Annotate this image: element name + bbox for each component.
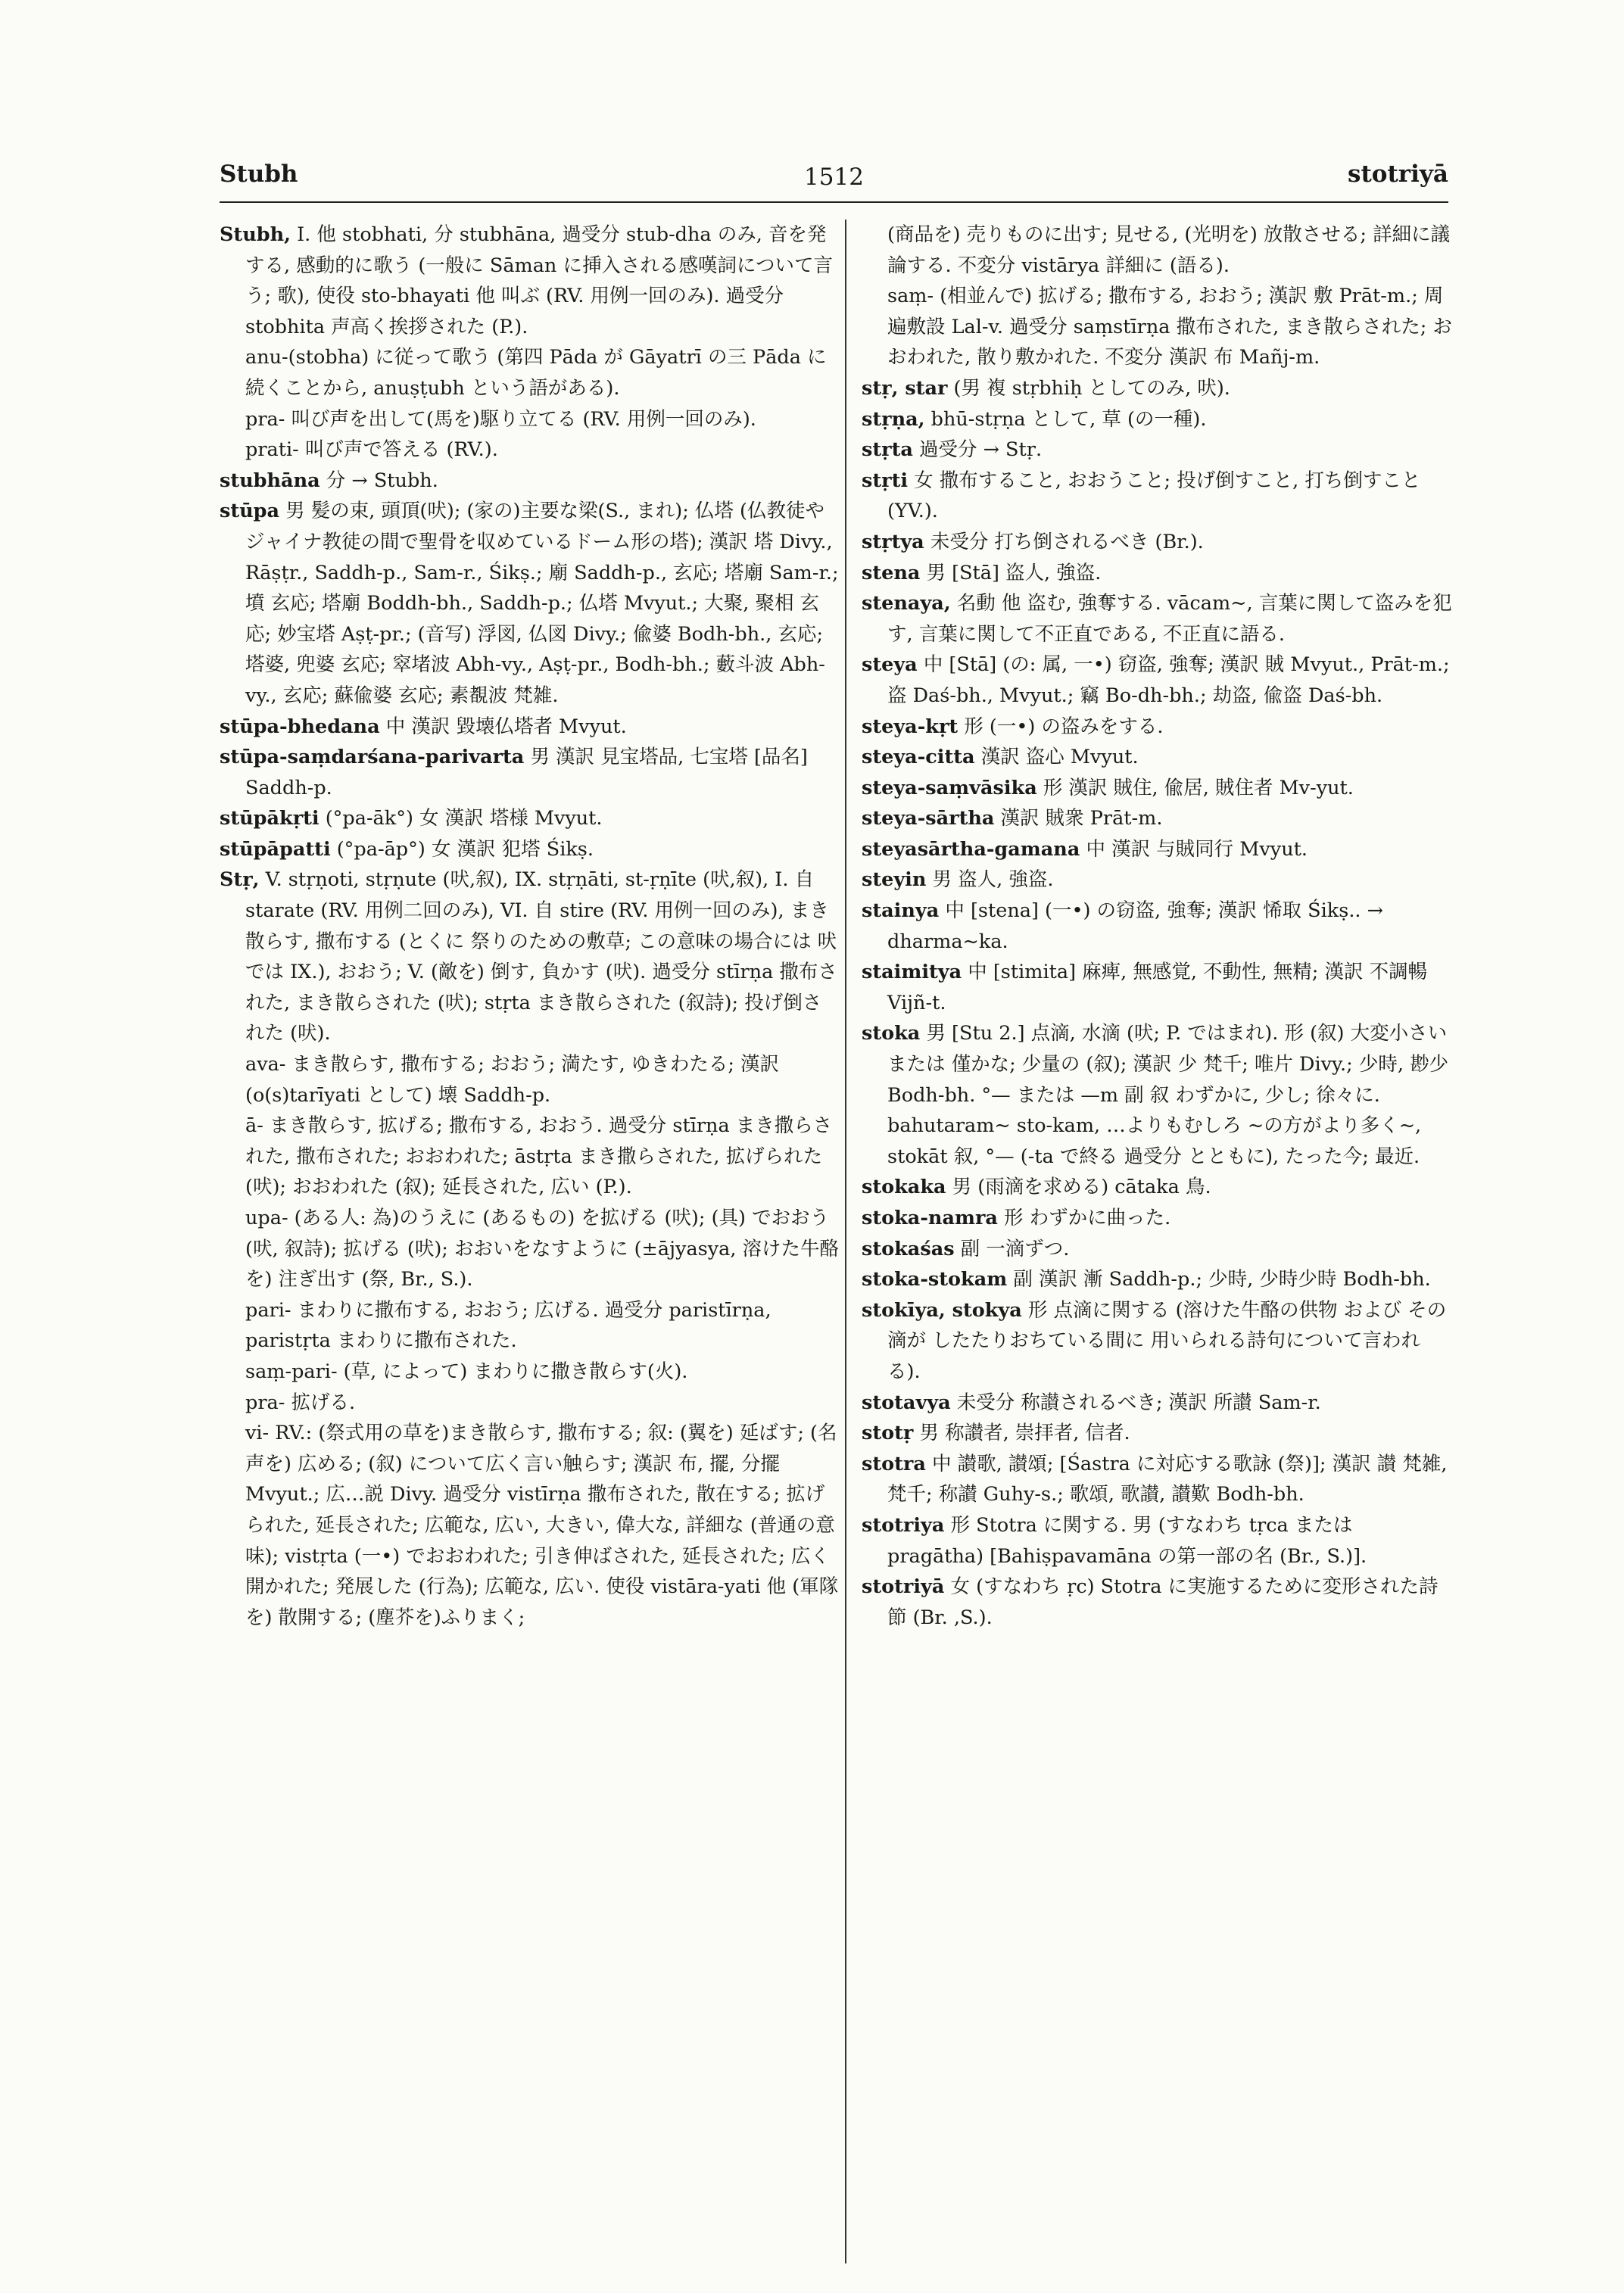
entry-headword: Stṛ, [220,868,260,892]
dictionary-entry [862,1572,1452,1633]
entry-headword: stūpa-bhedana [220,715,380,738]
entry-definition: (°pa-āk°) 女 漢訳 塔様 Mvyut. [325,807,603,830]
dictionary-entry [862,373,1452,404]
dictionary-entry [220,712,840,743]
entry-definition: 分 → Stubh. [326,469,438,492]
entry-definition: 男 漢訳 見宝塔品, 七宝塔 [品名] Saddh-p. [245,746,808,799]
dictionary-subentry [220,342,840,403]
entry-definition: 女 (すなわち ṛc) Stotra に実施するために変形された詩節 (Br. ,S.). [887,1575,1439,1629]
entry-definition: upa- (ある人: 為)のうえに (あるもの) を拡げる (吠); (具) でおおう (吠, 叙詩); 拡げる (吠); おおいをなすように (±ājyasya, 溶けた牛酪を) 注ぎ出す (祭, Br., S.). [245,1207,840,1291]
entry-definition: 男 [Stā] 盗人, 強盗. [926,561,1102,584]
entry-headword: stoka [862,1022,921,1045]
entry-headword: stotriya [862,1513,945,1537]
dictionary-entry [862,1449,1452,1510]
entry-definition: prati- 叫び声で答える (RV.). [245,438,498,462]
entry-definition: pari- まわりに撒布する, おおう; 広げる. 過受分 paristīrṇa, paristṛta まわりに撒布された. [245,1298,771,1353]
entry-definition: 中 [stimita] 麻痺, 無感覚, 不動性, 無精; 漢訳 不調暢 Vijñ-t. [887,961,1428,1014]
entry-headword: stainya [862,899,940,923]
dictionary-entry [862,712,1452,743]
entry-definition: 男 [Stu 2.] 点滴, 水滴 (吠; P. ではまれ). 形 (叙) 大変小さい または 僅かな; 少量の (叙); 漢訳 少 梵千; 唯片 Divy.; 少時, 尠少 Bodh-bh. °— または —m 副 叙 わずかに, 少し; 徐々に. bahutaram~ sto-kam, …よりもむしろ ~の方がより多く~, stokāt 叙, °— (-ta で終る 過受分 とともに), たった今; 最近. [887,1022,1449,1168]
entry-headword: stena [862,561,921,584]
entry-definition: (商品を) 売りものに出す; 見せる, (光明を) 放散させる; 詳細に議論する. 不変分 vistārya 詳細に (語る). [887,223,1451,277]
dictionary-entry [862,1510,1452,1572]
entry-headword: stotriyā [862,1575,945,1599]
entry-definition: (男 複 stṛbhiḥ としてのみ, 吠). [953,376,1230,400]
entry-headword: staimitya [862,961,962,984]
entry-headword: stṛṇa, [862,407,925,431]
entry-definition: 漢訳 賊衆 Prāt-m. [1000,807,1163,830]
entry-headword: steya-kṛt [862,715,959,738]
dictionary-entry [862,865,1452,896]
dictionary-entry [862,834,1452,865]
entry-headword: stṛti [862,469,909,492]
entry-headword: stubhāna [220,469,320,492]
entry-definition: 副 漢訳 漸 Saddh-p.; 少時, 少時少時 Bodh-bh. [1013,1268,1431,1291]
entry-headword: stṛta [862,438,913,462]
entry-definition: anu-(stobha) に従って歌う (第四 Pāda が Gāyatrī の三 Pāda に続くことから, anuṣṭubh という語がある). [245,346,827,400]
header-rule [220,201,1448,203]
entry-headword: stokaka [862,1176,946,1199]
entry-headword: stotra [862,1452,926,1475]
entry-headword: steyin [862,868,927,892]
dictionary-entry [862,1234,1452,1265]
entry-definition: V. stṛṇoti, stṛṇute (吠,叙), IX. stṛṇāti, st-ṛṇīte (吠,叙), I. 自 starate (RV. 用例二回のみ), VI. 自 stire (RV. 用例一回のみ), まき散らす, 撒布する (とくに 祭りのための敷草; この意味の場合には 吠 では IX.), おおう; V. (敵を) 倒す, 負かす (吠). 過受分 stīrṇa 撒布された, まき散らされた (吠); stṛta まき散らされた (叙詩); 投げ倒された (吠). [245,868,837,1045]
entry-definition: 形 (一•) の盗みをする. [964,715,1164,738]
dictionary-entry [220,496,840,711]
dictionary-subentry [220,1295,840,1357]
entry-definition: 漢訳 盗心 Mvyut. [980,746,1139,769]
dictionary-subentry [220,1111,840,1203]
dictionary-subentry [220,1049,840,1111]
dictionary-entry [220,220,840,342]
dictionary-entry [862,896,1452,957]
entry-headword: steya [862,653,918,677]
entry-headword: steyasārtha-gamana [862,837,1080,861]
entry-definition: saṃ-pari- (草, によって) まわりに撒き散らす(火). [245,1360,688,1383]
entry-definition: 中 [Stā] (の: 属, 一•) 窃盗, 強奪; 漢訳 賊 Mvyut., Prāt-m.; 盗 Daś-bh., Mvyut.; 竊 Bo-dh-bh.; 劫盗, 偸盗 Daś-bh. [887,653,1450,707]
entry-headword: stṛtya [862,530,924,553]
entry-headword: stūpākṛti [220,807,320,830]
dictionary-subentry [220,435,840,466]
entry-headword: stokīya, stokya [862,1298,1022,1322]
dictionary-entry [862,1018,1452,1172]
entry-headword: Stubh, [220,223,291,246]
dictionary-subentry [220,404,840,435]
dictionary-entry [862,588,1452,650]
dictionary-subentry [220,1357,840,1388]
dictionary-entry [862,1388,1452,1419]
entry-definition: 過受分 → Stṛ. [918,438,1043,462]
entry-definition: pra- 叫び声を出して(馬を)駆り立てる (RV. 用例一回のみ). [245,407,756,431]
entry-headword: stūpāpatti [220,837,331,861]
dictionary-entry [862,650,1452,711]
dictionary-entry [862,1295,1452,1388]
dictionary-entry [862,803,1452,834]
entry-definition: 中 漢訳 与賊同行 Mvyut. [1086,837,1308,861]
entry-headword: stokaśas [862,1237,955,1260]
entry-definition: saṃ- (相並んで) 拡げる; 撒布する, おおう; 漢訳 敷 Prāt-m.; 周遍敷設 Lal-v. 過受分 saṃstīrṇa 撒布された, まき散らされた; おおわれた, 散り敷かれた. 不変分 漢訳 布 Mañj-m. [887,285,1453,369]
entry-definition: 未受分 打ち倒されるべき (Br.). [930,530,1204,553]
dictionary-entry [862,1203,1452,1234]
header-right-guide-word: stotriyā [1348,160,1448,188]
dictionary-subentry [862,220,1452,281]
entry-definition: vi- RV.: (祭式用の草を)まき散らす, 撒布する; 叙: (翼を) 延ばす; (名声を) 広める; (叙) について広く言い触らす; 漢訳 布, 擺, 分擺 Mvyut.; 広…説 Divy. 過受分 vistīrṇa 撒布された, 散在する; 拡げられた, 延長された; 広範な, 広い, 大きい, 偉大な, 詳細な (普通の意味); vistṛta (一•) でおおわれた; 引き伸ばされた, 延長された; 広く開かれた; 発展した (行為); 広範な, 広い. 使役 vistāra-yati 他 (軍隊を) 散開する; (塵芥を)ふりまく; [245,1422,839,1629]
entry-definition: ā- まき散らす, 拡げる; 撒布する, おおう. 過受分 stīrṇa まき撒らされた, 撒布された; おおわれた; āstṛta まき撒らされた, 拡げられた (吠); おおわれた (叙); 延長された, 広い (P.). [245,1114,833,1199]
dictionary-subentry [220,1203,840,1295]
entry-headword: steya-saṃvāsika [862,776,1037,799]
entry-headword: stūpa [220,500,280,523]
entry-definition: 名動 他 盗む, 強奪する. vācam~, 言葉に関して盗みを犯す, 言葉に関して不正直である, 不正直に語る. [887,592,1452,646]
entry-definition: ava- まき散らす, 撒布する; おおう; 満たす, ゆきわたる; 漢訳 (o(s)tarīyati として) 壊 Saddh-p. [245,1053,780,1107]
dictionary-subentry [220,1418,840,1633]
left-column [220,220,840,1633]
dictionary-subentry [862,281,1452,373]
dictionary-entry [862,466,1452,527]
entry-definition: I. 他 stobhati, 分 stubhāna, 過受分 stub-dha のみ, 音を発する, 感動的に歌う (一般に Sāman に挿入される感嘆詞について言う; 歌), 使役 sto-bhayati 他 叫ぶ (RV. 用例一回のみ). 過受分 stobhita 声高く挨拶された (P.). [245,223,833,338]
dictionary-entry [862,1172,1452,1203]
entry-headword: steya-citta [862,746,975,769]
dictionary-entry [862,1264,1452,1295]
entry-headword: stoka-namra [862,1207,998,1229]
dictionary-entry [862,404,1452,435]
entry-definition: 男 (雨滴を求める) cātaka 鳥. [952,1176,1211,1199]
entry-definition: 中 漢訳 毀壊仏塔者 Mvyut. [385,715,627,738]
entry-definition: 未受分 称讃されるべき; 漢訳 所讃 Sam-r. [956,1391,1321,1414]
dictionary-entry [220,834,840,865]
column-divider [845,220,846,2263]
entry-definition: 副 一滴ずつ. [960,1237,1070,1260]
dictionary-entry [862,435,1452,466]
entry-headword: stoka-stokam [862,1268,1008,1291]
dictionary-subentry [220,1388,840,1419]
entry-definition: 中 [stena] (一•) の窃盗, 強奪; 漢訳 悕取 Śikṣ.. → dharma~ka. [887,899,1384,953]
dictionary-entry [220,742,840,803]
dictionary-entry [862,558,1452,589]
entry-definition: 男 称讃者, 崇拝者, 信者. [919,1422,1130,1445]
dictionary-entry [862,527,1452,558]
entry-definition: pra- 拡げる. [245,1391,356,1414]
entry-definition: 形 点滴に関する (溶けた牛酪の供物 および その滴が したたりおちている間に 用いられる詩句について言われる). [887,1298,1447,1383]
dictionary-entry [220,865,840,1049]
entry-definition: 形 わずかに曲った. [1004,1207,1171,1229]
dictionary-entry [862,742,1452,773]
entry-headword: stotavya [862,1391,951,1414]
entry-definition: 男 髪の束, 頭頂(吠); (家の)主要な梁(S., まれ); 仏塔 (仏教徒やジャイナ教徒の間で聖骨を収めているドーム形の塔); 漢訳 塔 Divy., Rāṣṭr., Saddh-p., Sam-r., Śikṣ.; 廟 Saddh-p., 玄応; 塔廟 Sam-r.; 墳 玄応; 塔廟 Boddh-bh., Saddh-p.; 仏塔 Mvyut.; 大聚, 聚相 玄応; 妙宝塔 Aṣṭ-pr.; (音写) 浮図, 仏図 Divy.; 偸婆 Bodh-bh., 玄応; 塔婆, 兜婆 玄応; 窣堵波 Abh-vy., Aṣṭ-pr., Bodh-bh.; 藪斗波 Abh-vy., 玄応; 蘇偸婆 玄応; 素覩波 梵雑. [245,500,839,707]
header-left-guide-word: Stubh [220,160,298,188]
entry-headword: stūpa-saṃdarśana-parivarta [220,746,525,769]
entry-definition: bhū-stṛṇa として, 草 (の一種). [930,407,1207,431]
entry-headword: stotṛ [862,1422,914,1445]
entry-headword: steya-sārtha [862,807,995,830]
dictionary-entry [220,466,840,497]
entry-headword: stenaya, [862,592,951,615]
running-header [220,160,1448,198]
right-column [862,220,1452,1633]
entry-definition: 男 盗人, 強盗. [932,868,1054,892]
dictionary-entry [862,1418,1452,1449]
entry-definition: 形 漢訳 賊住, 偸居, 賊住者 Mv-yut. [1043,776,1354,799]
entry-definition: 中 讃歌, 讃頌; [Śastra に対応する歌詠 (祭)]; 漢訳 讃 梵雑, 梵千; 称讃 Guhy-s.; 歌頌, 歌讃, 讃歎 Bodh-bh. [887,1452,1448,1506]
dictionary-entry [862,773,1452,804]
page-number: 1512 [804,164,864,191]
entry-definition: 女 撒布すること, おおうこと; 投げ倒すこと, 打ち倒すこと (YV.). [887,469,1421,523]
entry-definition: (°pa-āp°) 女 漢訳 犯塔 Śikṣ. [336,837,594,861]
entry-definition: 形 Stotra に関する. 男 (すなわち tṛca または pragātha) [Bahiṣpavamāna の第一部の名 (Br., S.)]. [887,1513,1367,1568]
dictionary-entry [220,803,840,834]
entry-headword: stṛ, star [862,376,948,400]
dictionary-entry [862,957,1452,1018]
